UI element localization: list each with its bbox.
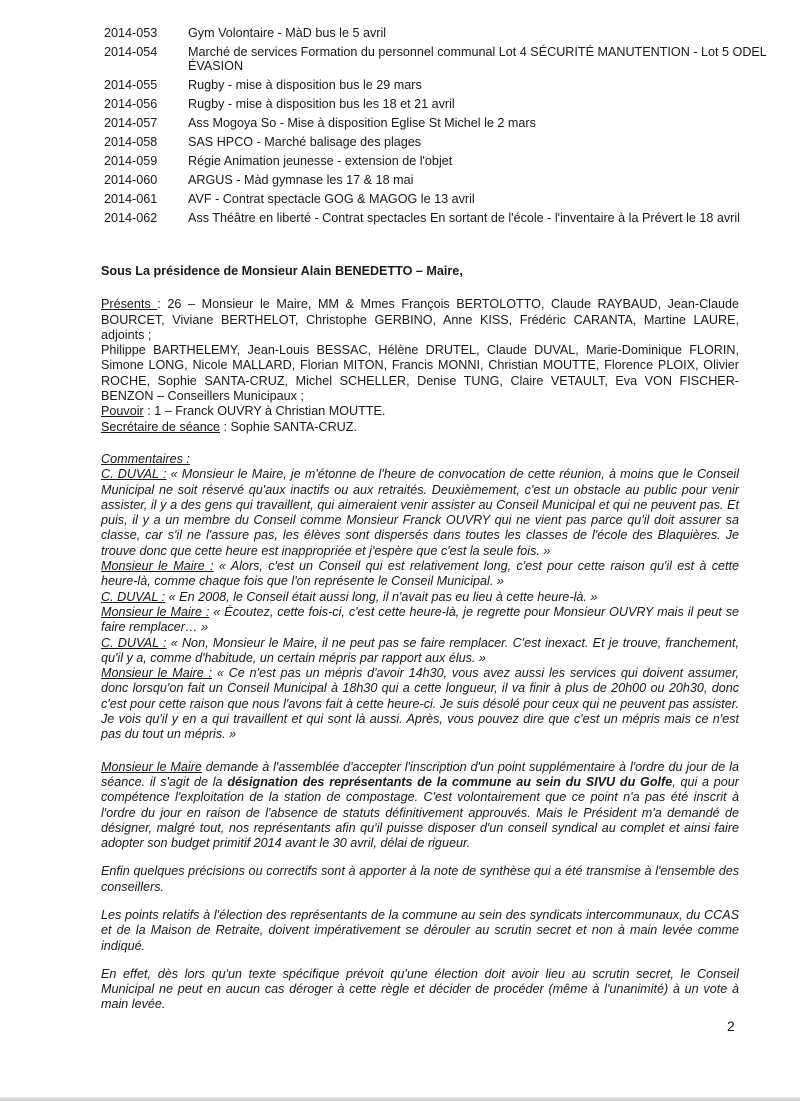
commentaires-exchanges — [101, 467, 739, 742]
presents-paragraph — [101, 297, 739, 343]
exchange-paragraph — [101, 467, 739, 559]
point-supplementaire-text-2: , qui a pour compétence l'exploitation de la station de compostage. C'est volontairement que ce point n'a pas été inscrit à l'ordre du jour en raison de l'absence de statuts définitivement approuvés. Mais le Président m'a demandé de désigner, malgré tout, nos représentants afin qu'il puisse disposer d'un conseil syndical au complet et ainsi faire adopter son budget primitif 2014 avant le 30 avril, délai de rigueur. — [101, 774, 740, 851]
decision-row — [104, 95, 784, 114]
secretaire-text: : Sophie SANTA-CRUZ. — [220, 419, 357, 434]
decision-code: 2014-055 — [104, 78, 158, 92]
exchange-text: « Non, Monsieur le Maire, il ne peut pas se faire remplacer. C'est inexact. Et je trouve, franchement, qu'il y a, comme d'habitude, un certain mépris par rapport aux élus. » — [101, 635, 739, 665]
point-supplementaire-bold: désignation des représentants de la commune au sein du SIVU du Golfe — [227, 774, 673, 789]
exchange-text: « Ce n'est pas un mépris d'avoir 14h30, vous avez aussi les services qui doivent assumer, donc lorsqu'on fait un Conseil Municipal à 18h30 qui a cette longueur, il va finir à plus de 20h00 ou 20h30, donc c'est pour cette raison que nous l'avons fait à cette heure-ci. Je suis désolé pour ceux qui ne peuvent pas assister. Je vois qu'il y en a qui travaillent et qui sont là aussi. Après, vous pouvez dire que c'est un mépris mais ce n'est pas du tout un mépris. » — [101, 666, 739, 742]
exchange-speaker: C. DUVAL : — [101, 635, 167, 650]
pouvoir-label: Pouvoir — [101, 404, 144, 419]
exchange-paragraph — [101, 666, 739, 742]
decision-text: Gym Volontaire - MàD bus le 5 avril — [188, 26, 387, 40]
exchange-speaker: Monsieur le Maire : — [101, 666, 213, 681]
exchange-paragraph — [101, 559, 739, 590]
exchange-text: « Monsieur le Maire, je m'étonne de l'heure de convocation de cette réunion, à moins que le Conseil Municipal ne soit réservé qu'aux inactifs ou aux retraités. Deuxièmement, c'est un obstacle au public pour venir assister, il y a des gens qui travaillent, qui aimeraient venir assister au Conseil Municipal et qui ne peuvent pas. Et puis, il y a un membre du Conseil comme Monsieur Franck OUVRY qui ne vient pas parce qu'il doit assurer sa classe, car s'il ne l'assure pas, les élèves sont dispersés dans toutes les classes de l'école des Blaquières. Je trouve donc que cette heure est inappropriée et j'espère que c'est la seule fois. » — [101, 467, 739, 558]
election-points-paragraph: Les points relatifs à l'élection des représentants de la commune au sein des syndicats intercommunaux, du CCAS et de la Maison de Retraite, doivent impérativement se dérouler au scrutin secret et non à main levée comme indiqué. — [101, 907, 739, 953]
presidence-heading: Sous La présidence de Monsieur Alain BENEDETTO – Maire, — [101, 264, 463, 278]
decision-code: 2014-054 — [104, 45, 158, 59]
decision-text: ARGUS - Màd gymnase les 17 & 18 mai — [188, 173, 414, 187]
conseillers-paragraph: Philippe BARTHELEMY, Jean-Louis BESSAC, Hélène DRUTEL, Claude DUVAL, Marie-Dominique FLORIN, Simone LONG, Nicole MALLARD, Florian MITON, Francis MONNI, Christian MOUTTE, Florence PLOIX, Olivier ROCHE, Sophie SANTA-CRUZ, Michel SCHELLER, Denise TUNG, Claire VETAULT, Eva VON FISCHER-BENZON – Conseillers Municipaux ; — [101, 343, 739, 404]
decision-text: AVF - Contrat spectacle GOG & MAGOG le 13 avril — [188, 192, 475, 206]
precisions-paragraph: Enfin quelques précisions ou correctifs sont à apporter à la note de synthèse qui a été transmise à l'ensemble des conseillers. — [101, 864, 739, 894]
decision-row — [104, 171, 784, 190]
decision-code: 2014-061 — [104, 192, 158, 206]
decision-row — [104, 114, 784, 133]
exchange-text: « Écoutez, cette fois-ci, c'est cette heure-là, je regrette pour Monsieur OUVRY mais il peut se faire remplacer… » — [101, 604, 739, 635]
secretaire-label: Secrétaire de séance — [101, 419, 221, 434]
decision-row — [104, 76, 784, 95]
decision-text: Rugby - mise à disposition bus le 29 mars — [188, 78, 422, 92]
scrutin-secret-paragraph: En effet, dès lors qu'un texte spécifique prévoit qu'une élection doit avoir lieu au scrutin secret, le Conseil Municipal ne peut en aucun cas déroger à cette règle et décider de procéder (même à l'unanimité) à un vote à main levée. — [101, 966, 739, 1012]
decision-text: SAS HPCO - Marché balisage des plages — [188, 135, 422, 149]
point-supplementaire-speaker: Monsieur le Maire — [101, 759, 202, 774]
exchange-text: « En 2008, le Conseil était aussi long, il n'avait pas eu lieu à cette heure-là. » — [165, 589, 598, 604]
exchange-speaker: Monsieur le Maire : — [101, 604, 210, 619]
decisions-table — [104, 24, 784, 228]
exchange-speaker: C. DUVAL : — [101, 467, 167, 482]
decision-code: 2014-060 — [104, 173, 158, 187]
decision-text: Marché de services Formation du personnel communal Lot 4 SÉCURITÉ MANUTENTION - Lot 5 ODEL ÉVASION — [188, 45, 767, 73]
page-bottom-edge — [0, 1097, 800, 1101]
point-supplementaire-text-1: demande à l'assemblée d'accepter l'inscription d'un point supplémentaire à l'ordre du jour de la séance. il s'agit de la — [101, 759, 739, 789]
decision-row — [104, 209, 784, 228]
decisions-table-body — [104, 24, 784, 228]
decision-row — [104, 43, 784, 76]
commentaires-heading: Commentaires : — [101, 451, 190, 466]
decision-row — [104, 190, 784, 209]
decision-code: 2014-058 — [104, 135, 158, 149]
decision-code: 2014-059 — [104, 154, 158, 168]
decision-code: 2014-062 — [104, 211, 158, 225]
pouvoir-paragraph — [101, 404, 739, 419]
exchange-text: « Alors, c'est un Conseil qui est relativement long, c'est pour cette raison qu'il est à cette heure-là, comme chaque fois que l'on représente le Conseil Municipal. » — [101, 559, 739, 589]
decision-row — [104, 24, 784, 43]
decision-code: 2014-053 — [104, 26, 158, 40]
decision-code: 2014-056 — [104, 97, 158, 111]
exchange-paragraph — [101, 636, 739, 667]
presents-text: : 26 – Monsieur le Maire, MM & Mmes François BERTOLOTTO, Claude RAYBAUD, Jean-Claude BOURCET, Viviane BERTHELOT, Christophe GERBINO, Anne KISS, Frédéric CARANTA, Martine LAURE, adjoints ; — [101, 297, 739, 342]
decision-row — [104, 133, 784, 152]
decision-text: Rugby - mise à disposition bus les 18 et 21 avril — [188, 97, 455, 111]
point-supplementaire-paragraph — [101, 760, 739, 852]
decision-text: Ass Mogoya So - Mise à disposition Eglise St Michel le 2 mars — [188, 116, 536, 130]
decision-code: 2014-057 — [104, 116, 158, 130]
exchange-paragraph — [101, 605, 739, 636]
decision-row — [104, 152, 784, 171]
minutes-body — [101, 264, 739, 1013]
decision-text: Ass Théâtre en liberté - Contrat spectacles En sortant de l'école - l'inventaire à la Prévert le 18 avril — [188, 211, 740, 225]
secretaire-paragraph — [101, 420, 739, 435]
exchange-paragraph — [101, 590, 739, 605]
pouvoir-text: : 1 – Franck OUVRY à Christian MOUTTE. — [143, 404, 386, 419]
page-number: 2 — [727, 1018, 735, 1034]
exchange-speaker: Monsieur le Maire : — [101, 559, 214, 574]
decision-text: Régie Animation jeunesse - extension de l'objet — [188, 154, 453, 168]
exchange-speaker: C. DUVAL : — [101, 589, 166, 604]
presents-label: Présents — [101, 297, 158, 312]
